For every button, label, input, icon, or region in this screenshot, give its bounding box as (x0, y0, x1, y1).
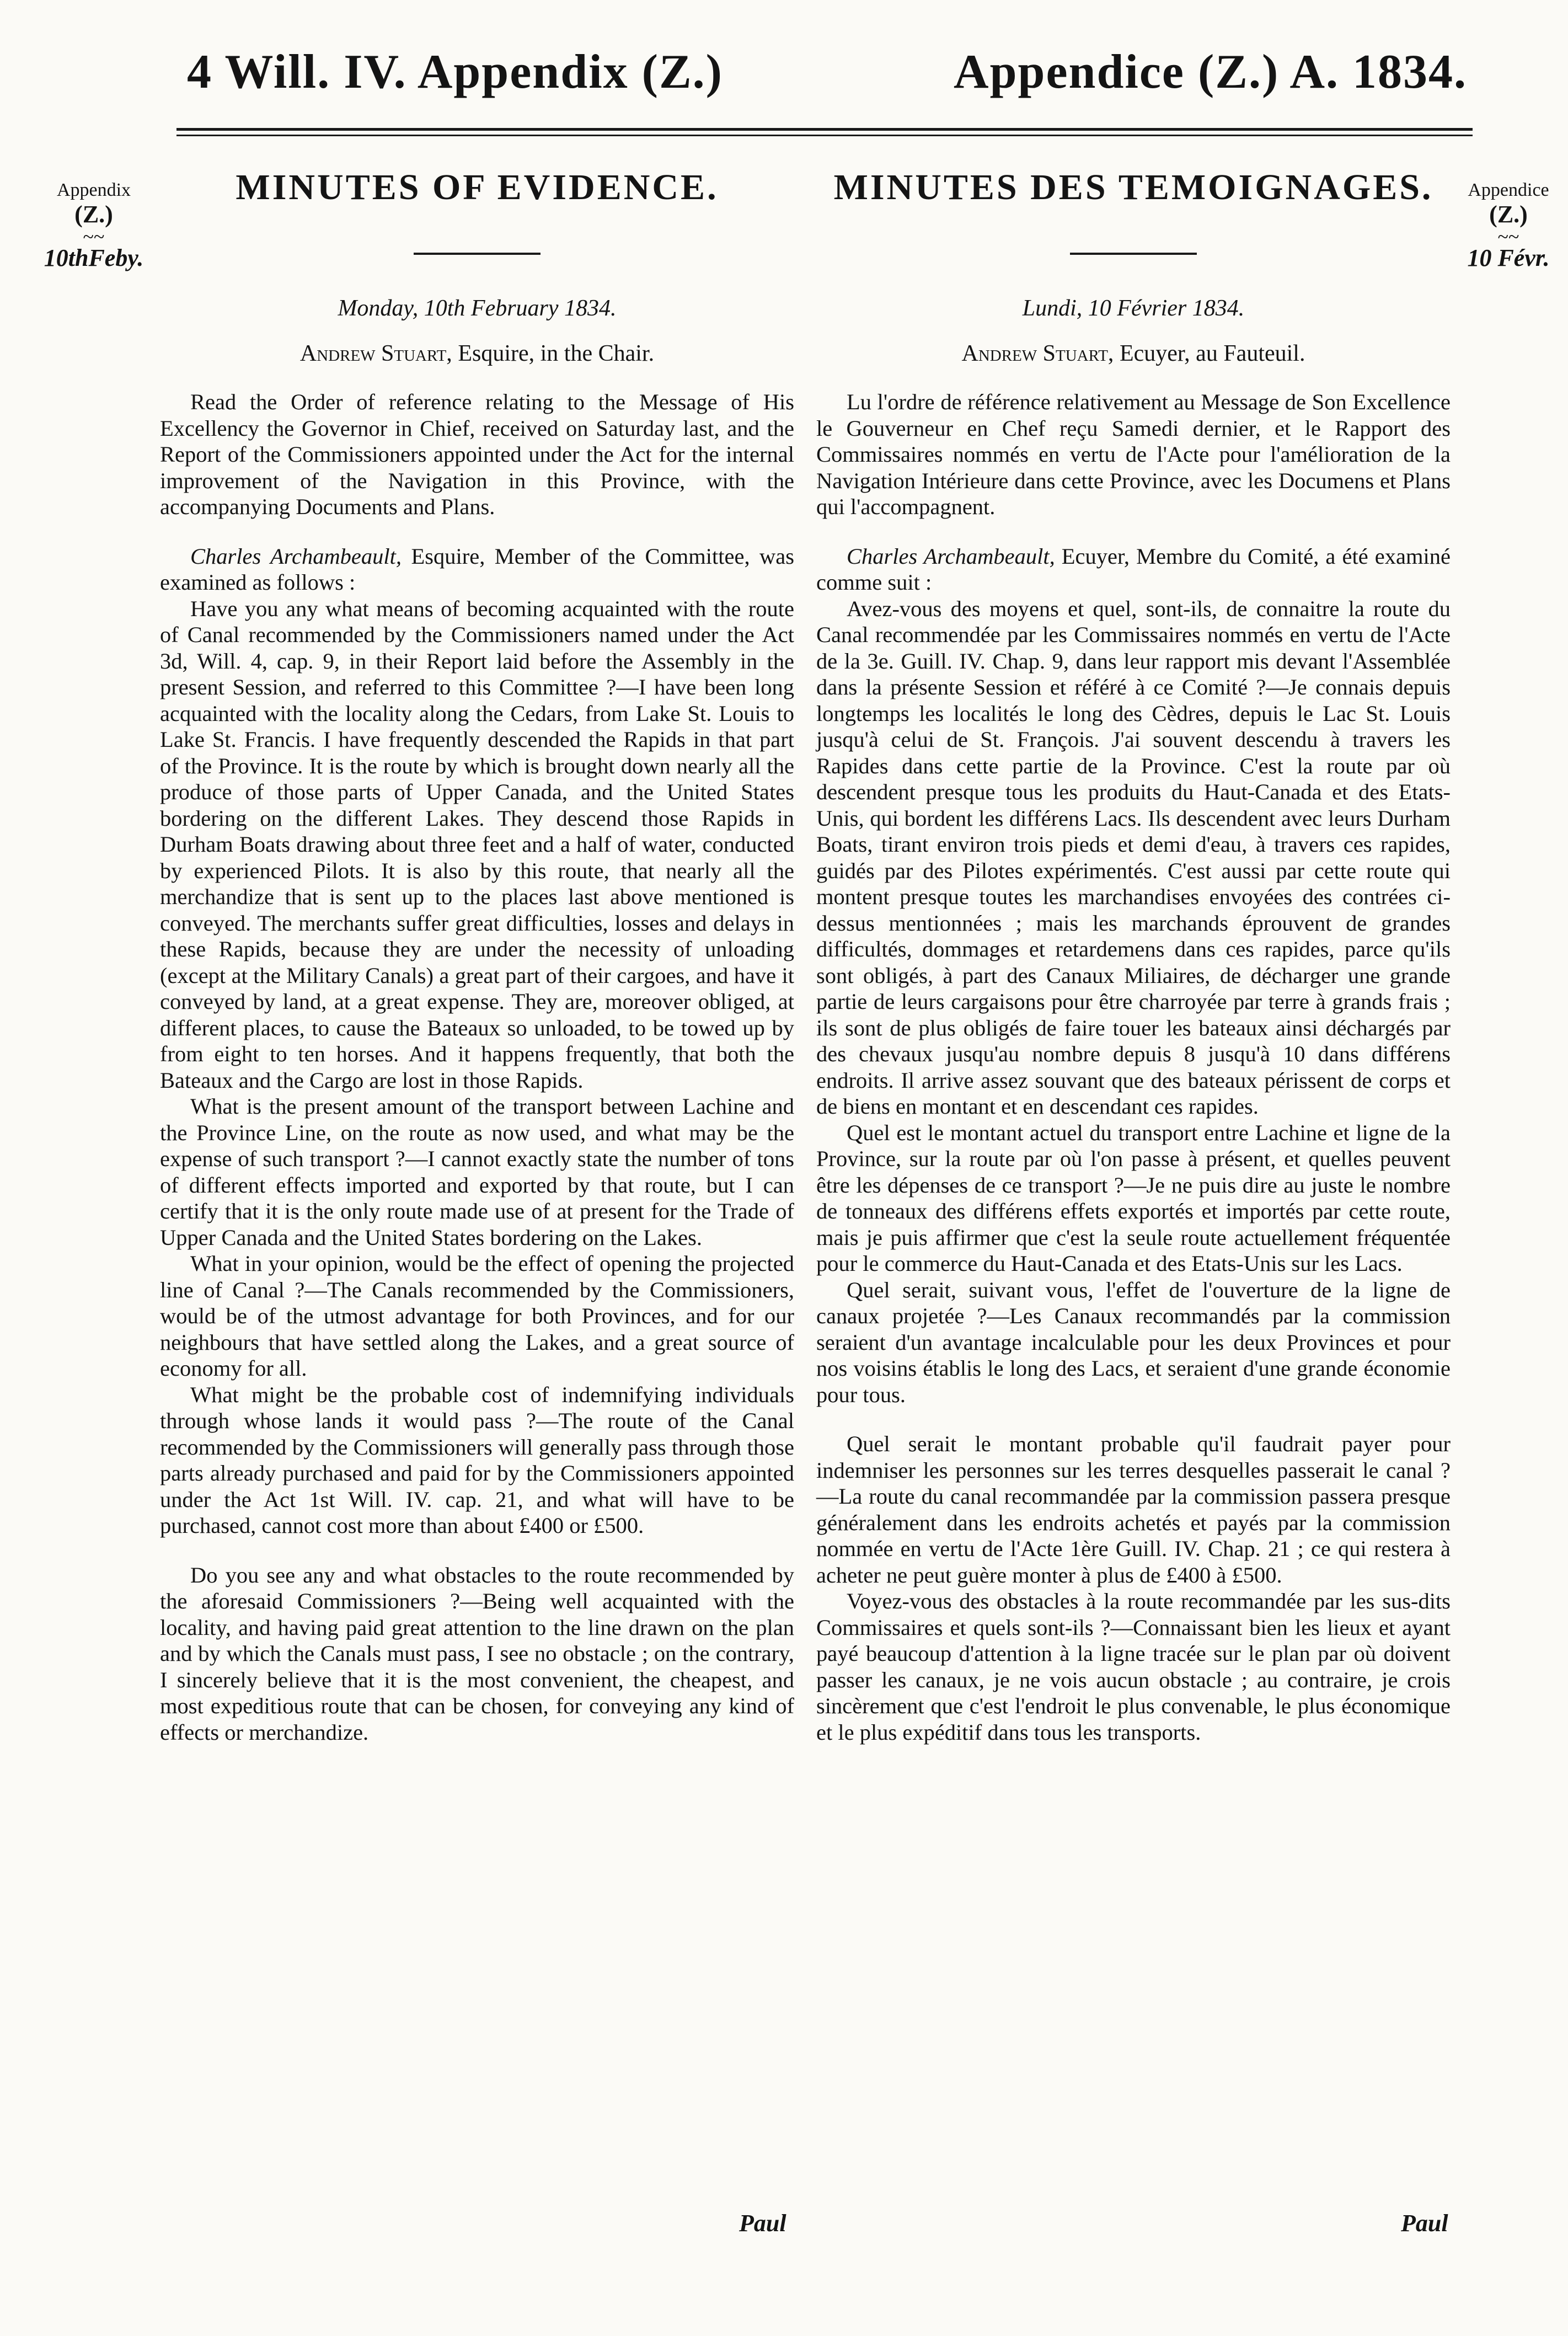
sitting-date: Monday, 10th February 1834. (338, 296, 617, 321)
margin-note-appendix-letter: (Z.) (74, 201, 113, 228)
paragraph-question-1: Avez-vous des moyens et quel, sont-ils, de connaitre la route du Canal recommendée par les Commissaires nommés en vertu de l'Acte de la 3e. Guill. IV. Chap. 9, dans leur rapport mis devant l'Assemblée dans la présente Session et référé à ce Comité ?—Je connais depuis longtemps les localités le long des Cèdres, depuis le Lac St. Louis jusqu'à celui de St. François. J'ai souvent descendu à travers les Rapides dans cette partie de la Province. C'est la route par où descendent presque tous les produits du Haut-Canada et des Etats-Unis, qui bordent les différens Lacs. Ils descendent avec leurs Durham Boats, tirant environ trois pieds et demi d'eau, à travers ces rapides, guidés par des Pilotes expérimentés. C'est aussi par cette route qui montent presque toutes les marchandises envoyées des contrées ci-dessus mentionnées ; mais les marchands éprouvent de grandes difficultés, dommages et retardemens dans ces rapides, parce qu'ils sont obligés, à part des Canaux Miliaires, de décharger une grande partie de leurs cargaisons pour être charroyée par terre à grands frais ; ils sont de plus obligés de faire touer les bateaux ainsi déchargés par des chevaux jusqu'au nombre depuis 8 jusqu'à 10 dans différens endroits. Il arrive assez souvant que des bateaux périssent de corps et de biens en montant et en descendant ces rapides. (816, 596, 1451, 1119)
english-column (160, 165, 794, 1745)
chair-text: Ecuyer, au Fauteuil. (1114, 340, 1305, 366)
paragraph-question-4: Quel serait le montant probable qu'il faudrait payer pour indemniser les personnes sur les terres desquelles passerait le canal ?—La route du canal recommandée par la commission passera presque généralement dans les endroits achetés et payés par la commission nommée en vertu de l'Acte 1ère Guill. IV. Chap. 21 ; ce qui restera à acheter ne peut guère monter à plus de £400 à £500. (816, 1431, 1451, 1587)
margin-note-label: Appendice (1468, 180, 1549, 200)
margin-note-right (1456, 179, 1561, 272)
margin-note-date: 10thFeby. (44, 244, 144, 272)
chair-line (160, 341, 794, 367)
paragraph-order-of-reference: Read the Order of reference relating to the Message of His Excellency the Governor in Chief, received on Saturday last, and the Report of the Commissioners appointed under the Act for the internal improvement of the Navigation in this Province, with the accompanying Documents and Plans. (160, 389, 794, 519)
header-rule-top (176, 128, 1473, 131)
catchword-left: Paul (739, 2210, 786, 2237)
margin-note-date: 10 Févr. (1467, 244, 1550, 272)
title-rule (1070, 253, 1197, 255)
paragraph-question-1: Have you any what means of becoming acquainted with the route of Canal recommended by the Commissioners named under the Act 3d, Will. 4, cap. 9, in their Report laid before the Assembly in the present Session, and referred to this Committee ?—I have been long acquainted with the locality along the Cedars, from Lake St. Louis to Lake St. Francis. I have frequently descended the Rapids in that part of the Province. It is the route by which is brought down nearly all the produce of those parts of Upper Canada, and the United States bordering on the different Lakes. They descend those Rapids in Durham Boats drawing about three feet and a half of water, conducted by experienced Pilots. It is also by this route, that nearly all the merchandize that is sent up to the places last above mentioned is conveyed. The merchants suffer great difficulties, losses and delays in these Rapids, because they are under the necessity of unloading (except at the Military Canals) a great part of their cargoes, and have it conveyed by land, at a great expense. They are, moreover obliged, at different places, to cause the Bateaux so unloaded, to be towed up by from eight to ten horses. And it happens frequently, that both the Bateaux and the Cargo are lost in those Rapids. (160, 596, 794, 1093)
section-title: MINUTES OF EVIDENCE. (236, 167, 719, 207)
running-header-left: 4 Will. IV. Appendix (Z.) (187, 45, 723, 99)
paragraph-order-of-reference: Lu l'ordre de référence relativement au Message de Son Excellence le Gouverneur en Chef reçu Samedi dernier, et le Rapport des Commissaires nommés en vertu de l'Acte pour l'amélioration de la Navigation Intérieure dans cette Province, avec les Documens et Plans qui l'accompagnent. (816, 389, 1451, 519)
title-rule (414, 253, 540, 255)
section-title: MINUTES DES TEMOIGNAGES. (833, 167, 1433, 207)
witness-text: Ecuyer, Membre du Comité, a été examiné comme suit : (816, 543, 1451, 595)
margin-note-left (39, 179, 149, 272)
chair-line (816, 341, 1451, 367)
paragraph-witness (816, 543, 1451, 596)
sitting-date: Lundi, 10 Février 1834. (1022, 296, 1245, 321)
chair-name: Andrew Stuart, (961, 340, 1114, 366)
paragraph-question-4: What might be the probable cost of indemnifying individuals through whose lands it would pass ?—The route of the Canal recommended by the Commissioners will generally pass through those parts already purchased and paid for by the Commissioners appointed under the Act 1st Will. IV. cap. 21, and what will have to be purchased, cannot cost more than about £400 or £500. (160, 1382, 794, 1538)
running-header-right: Appendice (Z.) A. 1834. (954, 45, 1467, 99)
witness-name: Charles Archambeault, (190, 543, 402, 569)
chair-name: Andrew Stuart, (299, 340, 452, 366)
paragraph-question-2: What is the present amount of the transport between Lachine and the Province Line, on the route as now used, and what may be the expense of such transport ?—I cannot exactly state the number of tons of different effects imported and exported by that route, but I can certify that it is the only route made use of at present for the Trade of Upper Canada and the United States bordering on the Lakes. (160, 1094, 794, 1250)
catchword-right: Paul (1401, 2210, 1448, 2237)
paragraph-question-5: Do you see any and what obstacles to the route recommended by the aforesaid Commissioners ?—Being well acquainted with the locality, and having paid great attention to the line drawn on the plan and by which the Canals must pass, I see no obstacle ; on the contrary, I sincerely believe that it is the most convenient, the cheapest, and most expeditious route that can be chosen, for conveying any kind of effects or merchandize. (160, 1562, 794, 1745)
paragraph-question-5: Voyez-vous des obstacles à la route recommandée par les sus-dits Commissaires et quels sont-ils ?—Connaissant bien les lieux et ayant payé beaucoup d'attention à la ligne tracée sur le plan par où doivent passer les canaux, je ne vois aucun obstacle ; au contraire, je crois sincèrement que c'est l'endroit le plus convenable, le plus économique et le plus expéditif dans tous les transports. (816, 1589, 1451, 1745)
margin-note-swash: ~~ (83, 225, 105, 248)
witness-text: Esquire, Member of the Committee, was examined as follows : (160, 543, 795, 595)
chair-text: Esquire, in the Chair. (452, 340, 655, 366)
french-column (816, 165, 1451, 1745)
paragraph-witness (160, 543, 794, 596)
margin-note-label: Appendix (56, 180, 131, 200)
paragraph-question-2: Quel est le montant actuel du transport entre Lachine et ligne de la Province, sur la route par où l'on passe à présent, et quelles peuvent être les dépenses de ce transport ?—Je ne puis dire au juste le nombre de tonneaux des différens effets exportés et importés par cette route, mais je puis affirmer que c'est la seule route actuellement fréquentée pour le commerce du Haut-Canada et des Etats-Unis sur les Lacs. (816, 1120, 1451, 1276)
header-rule-bottom (176, 135, 1473, 136)
margin-note-swash: ~~ (1497, 225, 1519, 248)
paragraph-question-3: What in your opinion, would be the effect of opening the projected line of Canal ?—The Canals recommended by the Commissioners, would be of the utmost advantage for both Provinces, and for our neighbours that have settled along the Lakes, and a great source of economy for all. (160, 1251, 794, 1381)
margin-note-appendix-letter: (Z.) (1489, 201, 1528, 228)
witness-name: Charles Archambeault, (847, 543, 1055, 569)
paragraph-question-3: Quel serait, suivant vous, l'effet de l'ouverture de la ligne de canaux projetée ?—Les Canaux recommandés par la commission seraient d'un avantage incalculable pour les deux Provinces et pour nos voisins établis le long des Lacs, et seraient d'une grande économie pour tous. (816, 1277, 1451, 1407)
